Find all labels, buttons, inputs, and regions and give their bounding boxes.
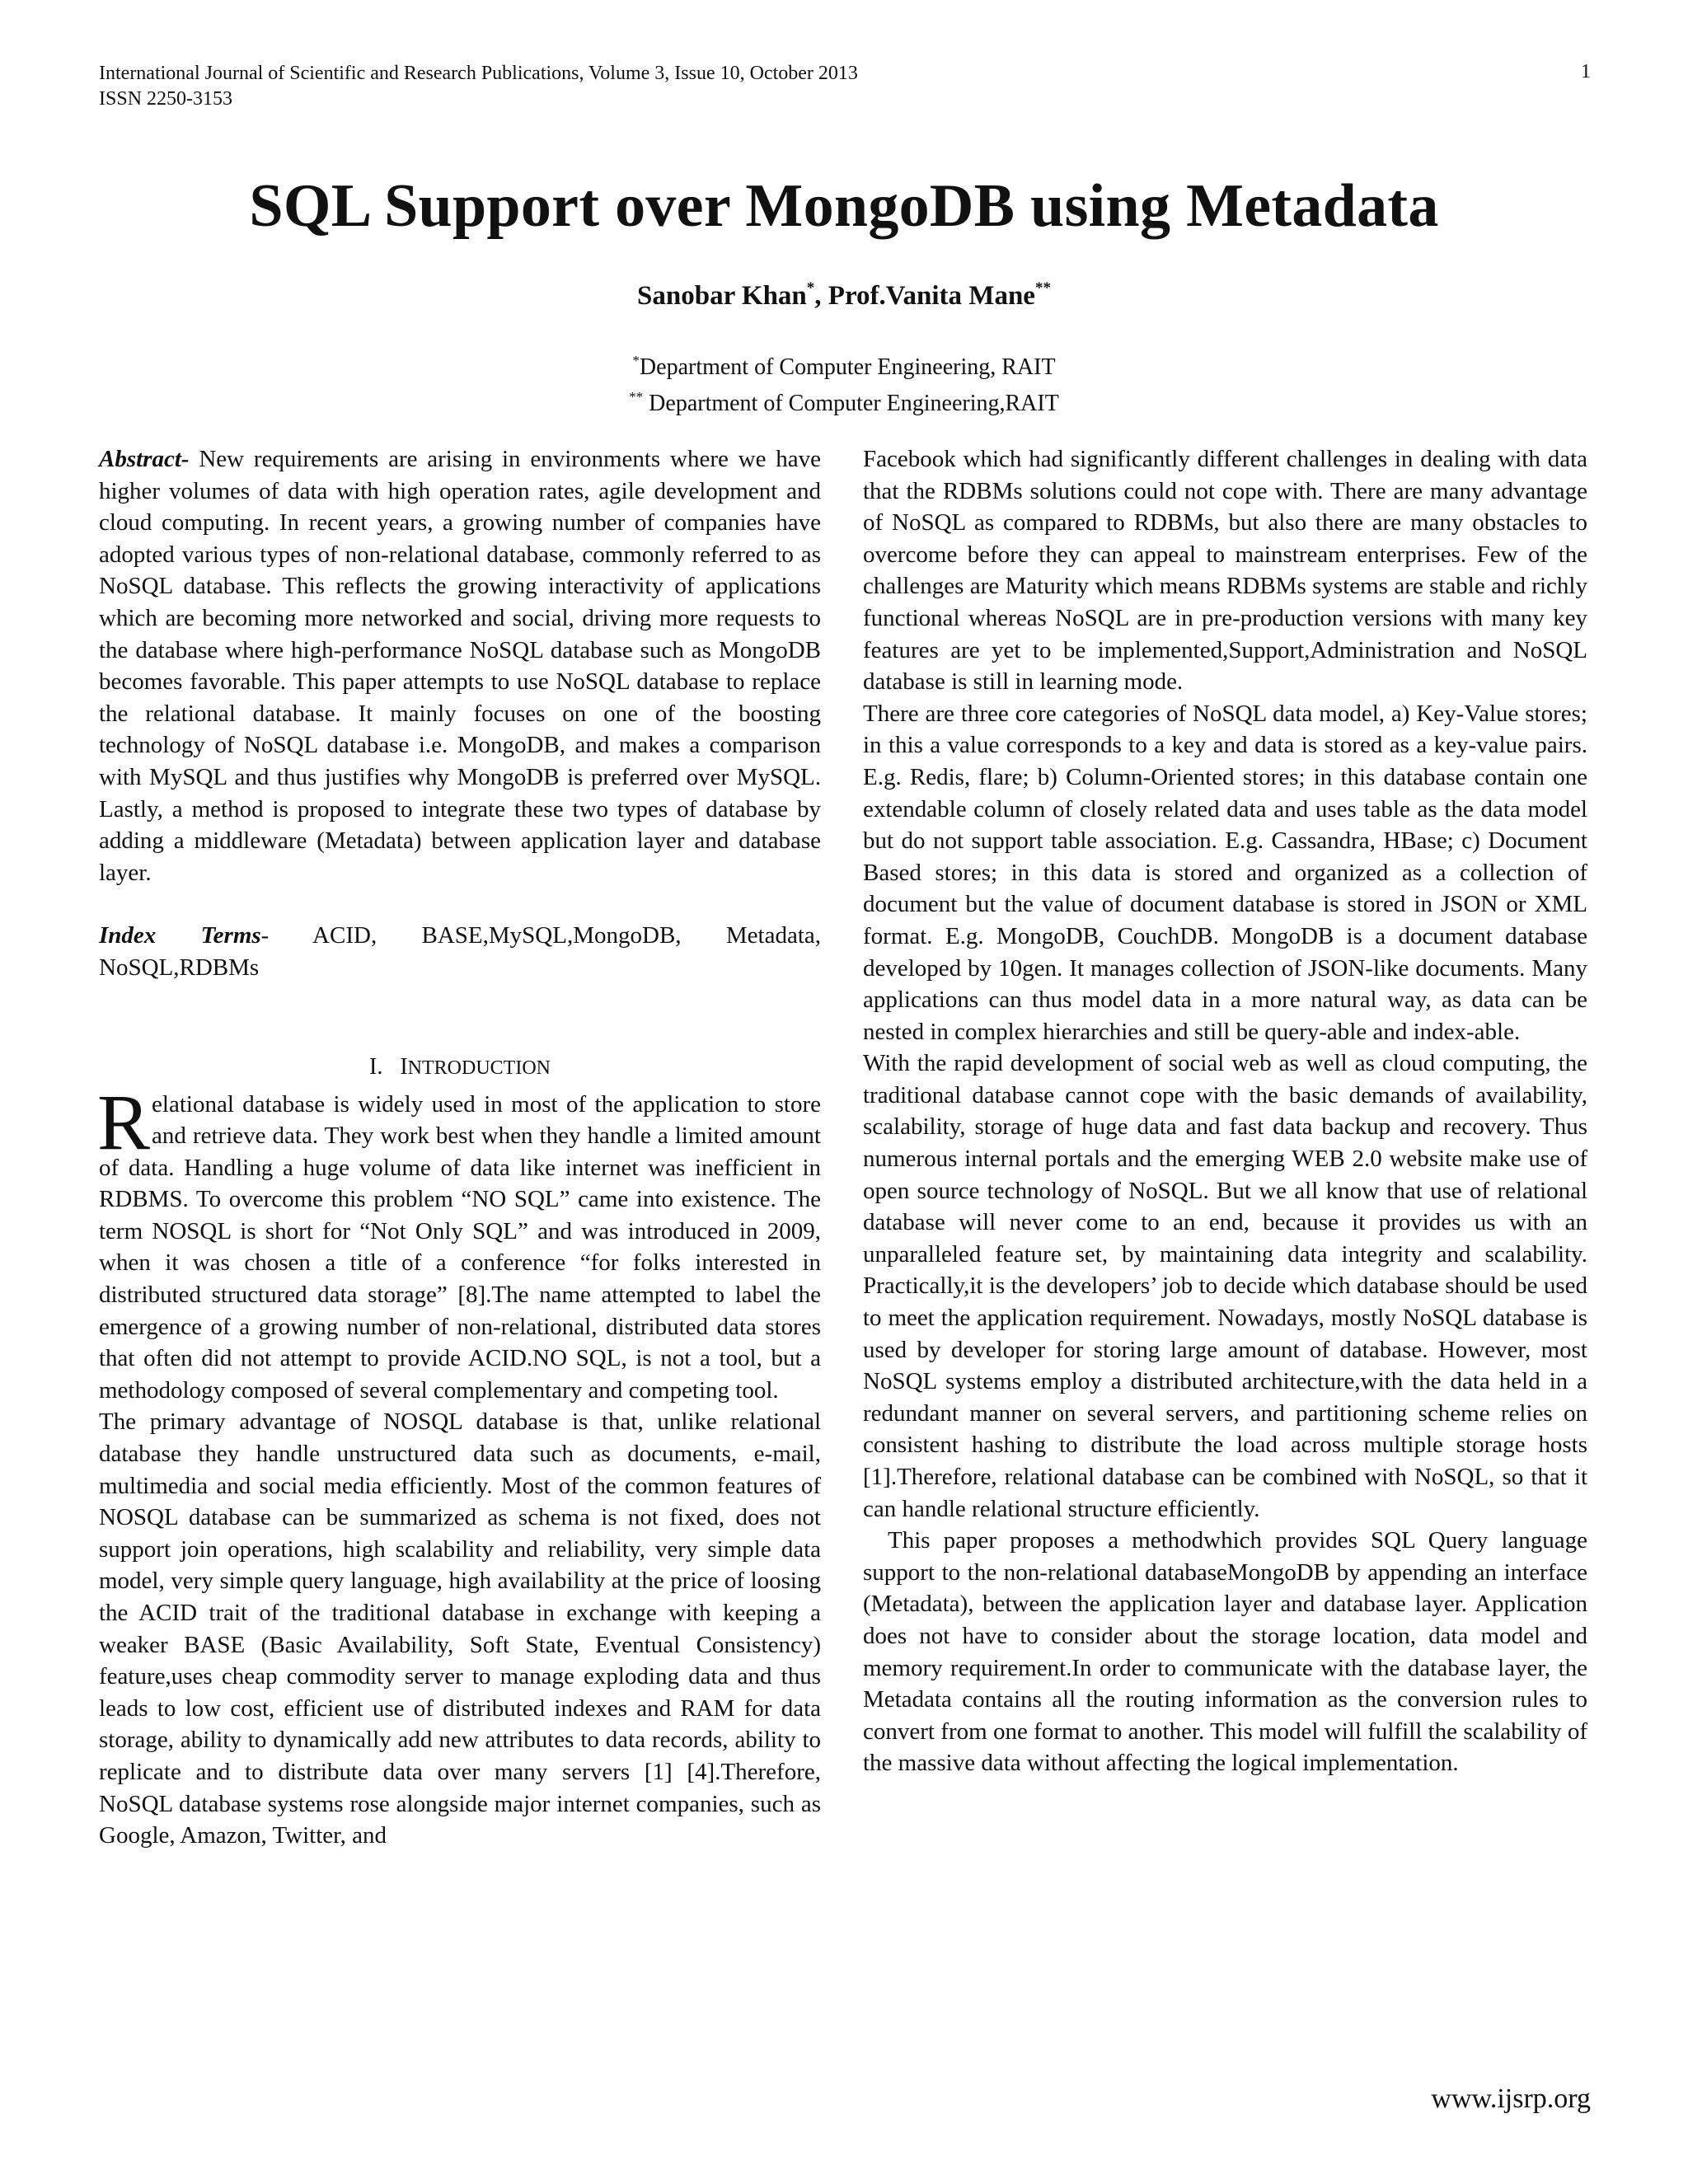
author-separator: , — [814, 281, 828, 311]
journal-url: www.ijsrp.org — [1431, 2083, 1591, 2114]
affiliation-1 — [0, 346, 1688, 382]
running-header — [99, 61, 858, 112]
affiliation-1-text: Department of Computer Engineering, RAIT — [639, 354, 1056, 380]
index-terms-text: - ACID, BASE,MySQL,MongoDB, Metadata, NoSQL,RDBMs — [99, 922, 821, 981]
intro-paragraph-4: There are three core categories of NoSQL data model, a) Key-Value stores; in this a value corresponds to a key and data is stored as a key-value pairs. E.g. Redis, flare; b) Column-Oriented stores; in this database contain one extendable column of closely related data and uses table as the data model but do not support table association. E.g. Cassandra, HBase; c) Document Based stores; in this data is stored and organized as a collection of document but the value of document database is stored in JSON or XML format. E.g. MongoDB, CouchDB. MongoDB is a document database developed by 10gen. It manages collection of JSON-like documents. Many applications can thus model data in a more natural way, as data can be nested in complex hierarchies and still be query-able and index-able. — [863, 700, 1587, 1045]
abstract — [99, 443, 821, 888]
issn-line: ISSN 2250-3153 — [99, 88, 233, 110]
affiliation-1-mark: * — [632, 353, 640, 368]
intro-paragraph-1-text: elational database is widely used in most of the application to store and retrieve data. They work best when they handle a limited amount of data. Handling a huge volume of data like internet was inefficient in RDBMS. To overcome this problem “NO SQL” came into existence. The term NOSQL is short for “Not Only SQL” and was introduced in 2009, when it was chosen a title of a conference “for folks interested in distributed structured data storage” [8].The name attempted to label the emergence of a growing number of non-relational, distributed data stores that often did not attempt to provide ACID.NO SQL, is not a tool, but a methodology composed of several complementary and competing tool. — [99, 1090, 821, 1404]
author-1: Sanobar Khan — [637, 281, 807, 311]
index-terms — [99, 920, 821, 983]
section-initial: I — [400, 1053, 408, 1080]
page-number: 1 — [1581, 61, 1591, 82]
section-number: I. — [369, 1053, 383, 1080]
intro-paragraph-3: Facebook which had significantly different challenges in dealing with data that the RDBMs solutions could not cope with. There are many advantage of NoSQL as compared to RDBMs, but also there are many obstacles to overcome before they can appeal to mainstream enterprises. Few of the challenges are Maturity which means RDBMs systems are stable and richly functional whereas NoSQL are in pre-production versions with many key features are yet to be implemented,Support,Administration and NoSQL database is still in learning mode. — [863, 446, 1587, 696]
right-column — [863, 443, 1587, 1779]
section-heading-introduction — [99, 1052, 821, 1084]
paper-title: SQL Support over MongoDB using Metadata — [249, 172, 1439, 240]
intro-paragraph-6: This paper proposes a methodwhich provides SQL Query language support to the non-relational databaseMongoDB by appending an interface (Metadata), between the application layer and database layer. Application does not have to consider about the storage location, data model and memory requirement.In order to communicate with the database layer, the Metadata contains all the routing information as the conversion rules to convert from one format to another. This model will fulfill the scalability of the massive data without affecting the logical implementation. — [863, 1527, 1587, 1777]
author-1-mark: * — [806, 279, 815, 297]
abstract-text: New requirements are arising in environments where we have higher volumes of data with high operation rates, agile development and cloud computing. In recent years, a growing number of companies have adopted various types of non-relational database, commonly referred to as NoSQL database. This reflects the growing interactivity of applications which are becoming more networked and social, driving more requests to the database where high-performance NoSQL database such as MongoDB becomes favorable. This paper attempts to use NoSQL database to replace the relational database. It mainly focuses on one of the boosting technology of NoSQL database i.e. MongoDB, and makes a comparison with MySQL and thus justifies why MongoDB is preferred over MySQL. Lastly, a method is proposed to integrate these two types of database by adding a middleware (Metadata) between application layer and database layer. — [99, 446, 821, 886]
drop-cap: R — [97, 1077, 151, 1166]
section-title-rest: NTRODUCTION — [407, 1057, 551, 1079]
affiliation-2-mark: ** — [629, 389, 644, 405]
intro-paragraph-2: The primary advantage of NOSQL database is that, unlike relational database they handle unstructured data such as documents, e-mail, multimedia and social media efficiently. Most of the common features of NOSQL database can be summarized as schema is not fixed, does not support join operations, high scalability and reliability, very simple data model, very simple query language, high availability at the price of loosing the ACID trait of the traditional database in exchange with keeping a weaker BASE (Basic Availability, Soft State, Eventual Consistency) feature,uses cheap commodity server to manage exploding data and thus leads to low cost, efficient use of distributed indexes and RAM for data storage, ability to dynamically add new attributes to data records, ability to replicate and to distribute data over many servers [1] [4].Therefore, NoSQL database systems rose alongside major internet companies, such as Google, Amazon, Twitter, and — [99, 1408, 821, 1849]
author-2-mark: ** — [1034, 279, 1051, 297]
affiliation-2-text: Department of Computer Engineering,RAIT — [643, 391, 1059, 416]
intro-paragraph-5: With the rapid development of social web as well as cloud computing, the traditional database cannot cope with the basic demands of availability, scalability, storage of huge data and fast data backup and recovery. Thus numerous internal portals and the emerging WEB 2.0 website make use of open source technology of NoSQL. But we all know that use of relational database will never come to an end, because it provides us with an unparalleled feature set, by maintaining data integrity and scalability. Practically,it is the developers’ job to decide which database should be used to meet the application requirement. Nowadays, mostly NoSQL database is used by developer for storing large amount of database. However, most NoSQL systems employ a distributed architecture,with the data held in a redundant manner on several servers, and partitioning scheme relies on consistent hashing to distribute the load across multiple storage hosts [1].Therefore, relational database can be combined with NoSQL, so that it can handle relational structure efficiently. — [863, 1050, 1587, 1522]
author-2: Prof.Vanita Mane — [828, 281, 1035, 311]
journal-line: International Journal of Scientific and Research Publications, Volume 3, Issue 10, October 2013 — [99, 63, 858, 84]
affiliation-2 — [0, 382, 1688, 419]
spacer — [99, 888, 821, 920]
abstract-label: Abstract- — [99, 446, 190, 472]
affiliations — [0, 346, 1688, 419]
author-line — [0, 272, 1688, 312]
spacer — [99, 984, 821, 1052]
intro-paragraph-1 — [97, 1077, 821, 1407]
left-column — [99, 443, 821, 1852]
index-terms-label: Index Terms — [99, 922, 261, 949]
